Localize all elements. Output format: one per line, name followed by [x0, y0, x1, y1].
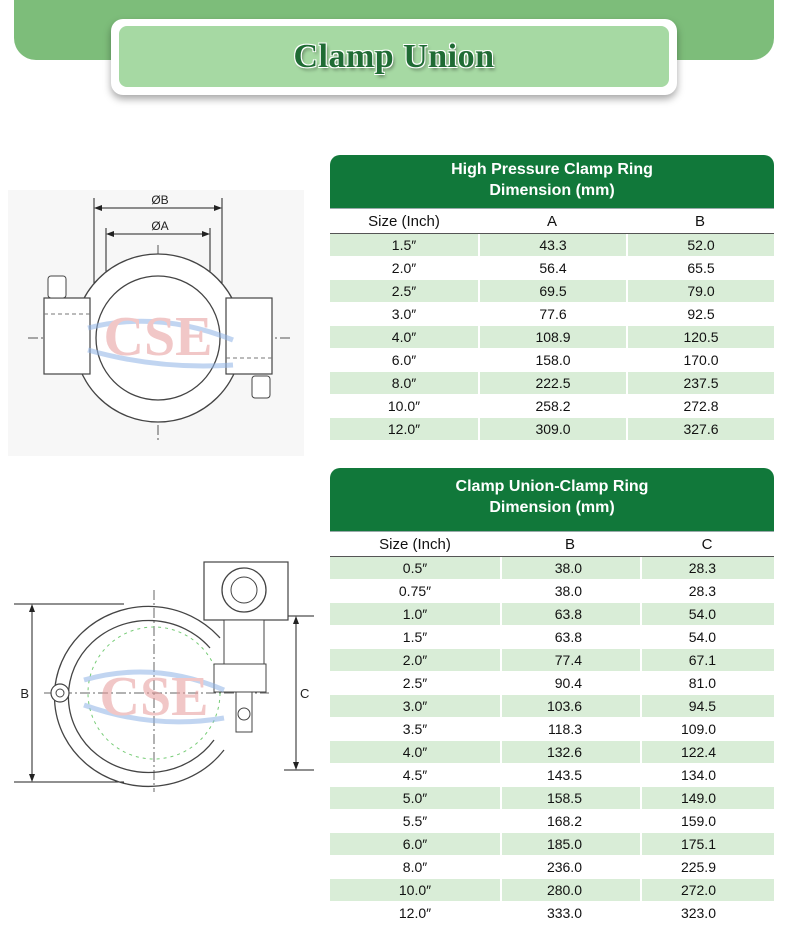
table-cell: 10.0″	[330, 879, 500, 901]
table-cell: 134.0	[640, 764, 774, 786]
table-cell: 170.0	[626, 349, 774, 371]
table-cell: 1.5″	[330, 234, 478, 256]
table-cell: 8.0″	[330, 372, 478, 394]
table-cell: 132.6	[500, 741, 640, 763]
table-cell: 168.2	[500, 810, 640, 832]
column-header: B	[564, 535, 575, 553]
table-cell: 2.0″	[330, 649, 500, 671]
column-header: Size (Inch)	[368, 212, 440, 230]
table-cell: 237.5	[626, 372, 774, 394]
table1-column-headers	[330, 208, 774, 234]
table-row	[330, 603, 774, 626]
table-cell: 12.0″	[330, 418, 478, 440]
table2-heading-line2: Dimension (mm)	[489, 499, 615, 516]
table-cell: 4.0″	[330, 741, 500, 763]
table-row	[330, 372, 774, 395]
table-cell: 5.5″	[330, 810, 500, 832]
table-row	[330, 718, 774, 741]
table-cell: 0.5″	[330, 557, 500, 579]
table-cell: 122.4	[640, 741, 774, 763]
table-row	[330, 326, 774, 349]
table-cell: 108.9	[478, 326, 626, 348]
table-cell: 65.5	[626, 257, 774, 279]
column-header: C	[701, 535, 713, 553]
table-cell: 118.3	[500, 718, 640, 740]
table-cell: 67.1	[640, 649, 774, 671]
table-cell: 225.9	[640, 856, 774, 878]
table-cell: 109.0	[640, 718, 774, 740]
table-cell: 63.8	[500, 603, 640, 625]
column-header: Size (Inch)	[379, 535, 451, 553]
table-cell: 92.5	[626, 303, 774, 325]
table-cell: 8.0″	[330, 856, 500, 878]
table-cell: 12.0″	[330, 902, 500, 924]
dimension-label-a: ØA	[151, 219, 169, 233]
table2-heading-line1: Clamp Union-Clamp Ring	[455, 478, 649, 495]
table-row	[330, 349, 774, 372]
clamp-union-clamp-ring-diagram	[14, 560, 314, 800]
high-pressure-clamp-ring-table	[330, 155, 774, 441]
table-row	[330, 810, 774, 833]
table-cell: 185.0	[500, 833, 640, 855]
table-cell: 1.0″	[330, 603, 500, 625]
table-cell: 28.3	[640, 557, 774, 579]
table-row	[330, 649, 774, 672]
table-cell: 6.0″	[330, 833, 500, 855]
table-cell: 2.5″	[330, 672, 500, 694]
table-cell: 158.0	[478, 349, 626, 371]
table-cell: 120.5	[626, 326, 774, 348]
table-cell: 54.0	[640, 603, 774, 625]
table-cell: 6.0″	[330, 349, 478, 371]
table-cell: 56.4	[478, 257, 626, 279]
table-row	[330, 303, 774, 326]
table-cell: 4.0″	[330, 326, 478, 348]
table-cell: 54.0	[640, 626, 774, 648]
table-cell: 10.0″	[330, 395, 478, 417]
table-row	[330, 626, 774, 649]
table-cell: 4.5″	[330, 764, 500, 786]
table-cell: 258.2	[478, 395, 626, 417]
table-cell: 159.0	[640, 810, 774, 832]
title-card	[111, 19, 677, 95]
table-cell: 103.6	[500, 695, 640, 717]
table-cell: 158.5	[500, 787, 640, 809]
table-cell: 28.3	[640, 580, 774, 602]
table-cell: 323.0	[640, 902, 774, 924]
table-row	[330, 418, 774, 441]
high-pressure-clamp-ring-diagram	[8, 190, 304, 456]
table1-heading-line2: Dimension (mm)	[489, 182, 615, 199]
table-cell: 1.5″	[330, 626, 500, 648]
table-row	[330, 280, 774, 303]
table-row	[330, 902, 774, 925]
table-cell: 236.0	[500, 856, 640, 878]
page-title: Clamp Union	[293, 37, 495, 75]
table-cell: 149.0	[640, 787, 774, 809]
table-row	[330, 856, 774, 879]
table-cell: 222.5	[478, 372, 626, 394]
table-cell: 272.8	[626, 395, 774, 417]
table-cell: 94.5	[640, 695, 774, 717]
table-cell: 52.0	[626, 234, 774, 256]
table2-body	[330, 557, 774, 925]
table-cell: 2.5″	[330, 280, 478, 302]
table-row	[330, 234, 774, 257]
table-cell: 280.0	[500, 879, 640, 901]
table-cell: 0.75″	[330, 580, 500, 602]
table-cell: 143.5	[500, 764, 640, 786]
table-cell: 77.6	[478, 303, 626, 325]
table-row	[330, 557, 774, 580]
table-row	[330, 879, 774, 902]
table1-heading	[330, 155, 774, 208]
table-row	[330, 787, 774, 810]
table-row	[330, 764, 774, 787]
table-cell: 3.5″	[330, 718, 500, 740]
table-cell: 38.0	[500, 557, 640, 579]
table-cell: 309.0	[478, 418, 626, 440]
table-cell: 77.4	[500, 649, 640, 671]
table2-heading	[330, 468, 774, 531]
dimension-label-b: ØB	[151, 193, 169, 207]
table-cell: 327.6	[626, 418, 774, 440]
table-cell: 79.0	[626, 280, 774, 302]
watermark-logo: CSE	[103, 306, 213, 368]
table-cell: 272.0	[640, 879, 774, 901]
table-row	[330, 695, 774, 718]
table-row	[330, 672, 774, 695]
watermark-logo-2: CSE	[99, 666, 209, 728]
table-cell: 175.1	[640, 833, 774, 855]
table-cell: 3.0″	[330, 695, 500, 717]
column-header: A	[546, 212, 557, 230]
table1-body	[330, 234, 774, 441]
dimension-label-c: C	[300, 686, 310, 701]
dimension-label-b2: B	[20, 686, 29, 701]
table-cell: 2.0″	[330, 257, 478, 279]
table2-column-headers	[330, 531, 774, 557]
table-cell: 69.5	[478, 280, 626, 302]
table-row	[330, 580, 774, 603]
column-header: B	[694, 212, 705, 230]
table-cell: 90.4	[500, 672, 640, 694]
table-row	[330, 257, 774, 280]
table1-heading-line1: High Pressure Clamp Ring	[451, 161, 653, 178]
table-cell: 63.8	[500, 626, 640, 648]
table-row	[330, 741, 774, 764]
clamp-union-clamp-ring-table	[330, 468, 774, 925]
table-cell: 43.3	[478, 234, 626, 256]
table-cell: 333.0	[500, 902, 640, 924]
table-cell: 3.0″	[330, 303, 478, 325]
table-row	[330, 833, 774, 856]
table-cell: 81.0	[640, 672, 774, 694]
title-panel	[119, 26, 669, 87]
table-row	[330, 395, 774, 418]
table-cell: 38.0	[500, 580, 640, 602]
table-cell: 5.0″	[330, 787, 500, 809]
